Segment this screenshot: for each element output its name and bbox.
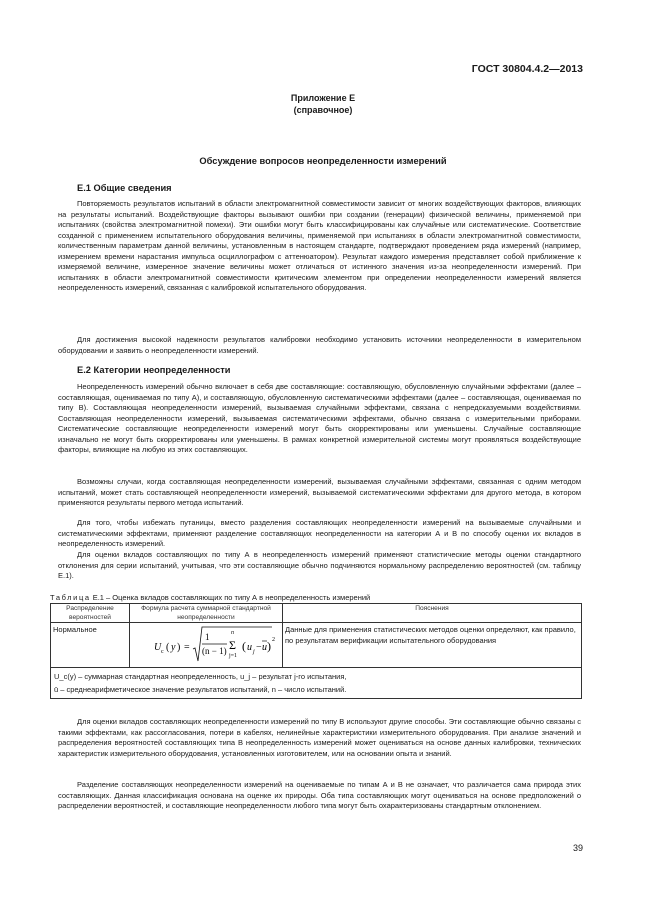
- svg-text:(: (: [166, 642, 170, 653]
- table-header-row: [51, 604, 582, 623]
- paragraph: Для оценки вкладов составляющих по типу А в неопределенность измерений применяют статистические методы оценки стандартного отклонения для серии испытаний, учитывая, что эти составляющие обычно подчиняются нормальному распределению вероятностей (см. таблицу Е.1).: [58, 550, 581, 581]
- uncertainty-formula: [132, 623, 280, 667]
- paragraph: Неопределенность измерений обычно включает в себя две составляющие: составляющую, обусловленную случайными эффектами (далее – составляющая, оцениваемая по типу А), и составляющую, обусловленную систематическими эффектами (далее – составляющая, оцениваемая по типу В). Составляющая неопределенности измерений, вызываемая случайными эффектами, связана с непредсказуемыми воздействиями. Составляющая неопределенности измерений, вызываемая систематическими эффектами, обычно связана с измерительными приборами. Систематические составляющие неопределенности измерений могут быть скорректированы или уменьшены. Случайные составляющие изначально не могут быть скорректированы или уменьшены. В рамках конкретной измерительной системы могут проявляться воздействующие факторы, влияющие на любую из этих составляющих.: [58, 382, 581, 455]
- svg-text:U: U: [154, 642, 162, 653]
- svg-text:): ): [267, 639, 271, 653]
- svg-text:n: n: [231, 630, 234, 636]
- uncertainty-table: [50, 603, 582, 699]
- paragraph: Для достижения высокой надежности результатов калибровки необходимо установить источники неопределенности в измерительном оборудовании и заявить о неопределенности измерений.: [58, 335, 581, 355]
- table-note: U_c(y) – суммарная стандартная неопределенность, u_j – результат j-го испытания,: [54, 672, 347, 681]
- svg-text:j=1: j=1: [229, 653, 238, 659]
- svg-text:): ): [177, 642, 181, 653]
- section-heading-e1: Е.1 Общие сведения: [77, 183, 172, 193]
- svg-text:u: u: [262, 642, 267, 653]
- table-header-cell: Пояснения: [283, 604, 582, 623]
- paragraph: Для того, чтобы избежать путаницы, вместо разделения составляющих неопределенности измерений на вызываемые случайными и систематическими эффектами, применяют разделение составляющих неопределенности на категории А и В по способу оценки их вкладов в неопределенность измерений.: [58, 518, 581, 549]
- svg-text:j: j: [253, 649, 255, 655]
- page-number: 39: [572, 843, 583, 853]
- svg-text:−: −: [256, 642, 262, 653]
- svg-text:u: u: [247, 642, 252, 653]
- paragraph: Возможны случаи, когда составляющая неопределенности измерений, вызываемая случайными эффектами, связанная с одним методом испытаний, может стать составляющей неопределенности измерений, вызываемой систематическими эффектами для другого метода, в котором применяются результаты первого метода испытаний.: [58, 477, 581, 508]
- table-caption: [50, 593, 370, 602]
- svg-text:y: y: [171, 642, 176, 653]
- svg-text:(: (: [242, 639, 246, 653]
- svg-text:1: 1: [205, 632, 210, 642]
- table-notes-cell: [51, 668, 582, 699]
- table-note: ū – среднеарифметическое значение результатов испытаний, n – число испытаний.: [54, 685, 347, 694]
- paragraph: Для оценки вкладов составляющих неопределенности измерений по типу В используют другие способы. Эти составляющие обычно связаны с такими эффектами, как рассогласования, потери в кабелях, нелинейные характеристики измерительного оборудования. При анализе значений и распределения вероятностей составляющих типа В неопределенность измерений может оцениваться на основе данных калибровки, технических характеристик измерительного оборудования, установленных изготовителем, или на основании опыта и знаний.: [58, 717, 581, 758]
- appendix-subtitle: (справочное): [293, 105, 353, 115]
- svg-text:c: c: [161, 649, 164, 655]
- svg-text:2: 2: [272, 637, 275, 643]
- appendix-title: Приложение Е: [290, 93, 356, 103]
- paragraph: Разделение составляющих неопределенности измерений на оцениваемые по типам А и В не означает, что различается сама природа этих составляющих. Данная классификация основана на оценке их природы. Оба типа составляющих могут оцениваться на основе предположений о распределении вероятностей, и составляющие неопределенности любого типа могут быть охарактеризованы стандартным отклонением.: [58, 780, 581, 811]
- svg-text:(n − 1): (n − 1): [202, 646, 227, 656]
- table-header-cell: Распределение вероятностей: [51, 604, 130, 623]
- table-cell-distribution: Нормальное: [51, 623, 130, 668]
- table-cell-explanation: Данные для применения статистических методов оценки определяют, как правило, по результатам верификации испытательного оборудования: [283, 623, 582, 668]
- section-heading-e2: Е.2 Категории неопределенности: [77, 365, 231, 375]
- formula-graphic: [132, 623, 280, 667]
- table-row: [51, 623, 582, 668]
- document-code: ГОСТ 30804.4.2—2013: [471, 63, 583, 75]
- table-cell-formula: [130, 623, 283, 668]
- page-title: Обсуждение вопросов неопределенности измерений: [199, 156, 447, 166]
- table-caption-text: Е.1 – Оценка вкладов составляющих по типу А в неопределенность измерений: [92, 593, 371, 602]
- table-notes-row: [51, 668, 582, 699]
- svg-text:Σ: Σ: [229, 638, 236, 652]
- svg-text:=: =: [184, 642, 190, 653]
- paragraph: Повторяемость результатов испытаний в области электромагнитной совместимости зависит от многих воздействующих факторов, влияющих на результаты испытаний. Воздействующие факторы вызывают ошибки при создании (генерации) физической величины, применяемой при испытаниях (свойства электромагнитной помехи). Эти ошибки могут быть классифицированы как случайные или систематические. Соответствие созданной с применением испытательного оборудования величины, применяемой при испытаниях в области электромагнитной совместимости, количественным параметрам данной величины, установленным в настоящем стандарте, подтверждают проведением ряда измерений (например, измерением времени нарастания импульса осциллографом с аттенюатором). Результат каждого измерения представляет собой приближение к измеряемой величине, измеренное значение величины может отличаться от истинного значения из-за неопределенности измерений. При испытаниях в области электромагнитной совместимости критическим элементом при определении неопределенности измерений является неопределенность измерений, связанная с калибровкой испытательного оборудования.: [58, 199, 581, 293]
- table-header-cell: Формула расчета суммарной стандартной неопределенности: [130, 604, 283, 623]
- table-caption-prefix: Таблица: [50, 593, 91, 602]
